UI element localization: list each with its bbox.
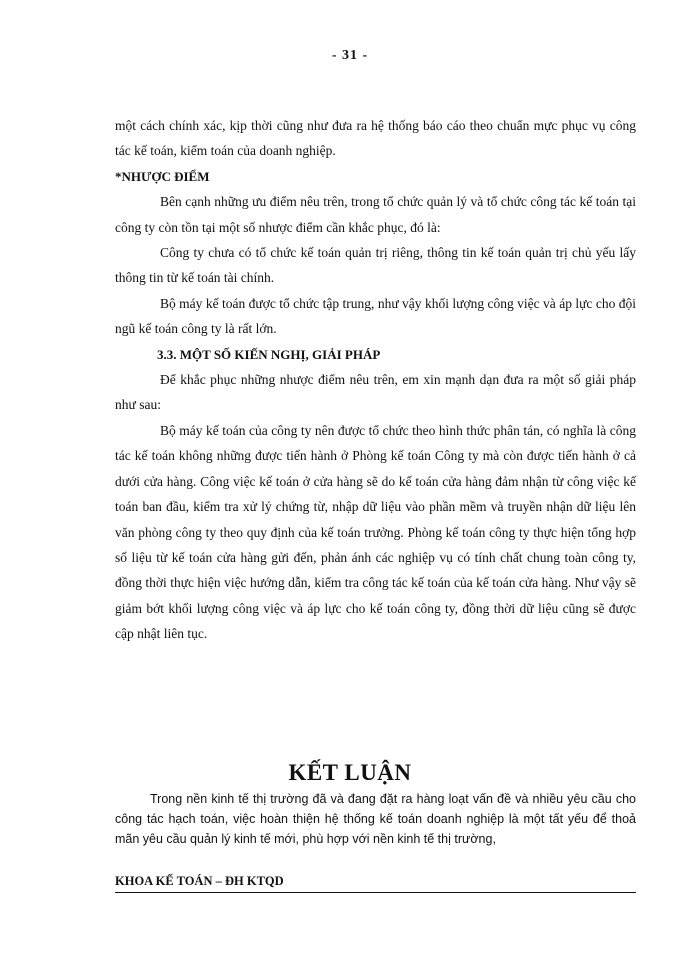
page-number: - 31 -: [331, 48, 369, 63]
section-heading-recommendations: 3.3. MỘT SỐ KIẾN NGHỊ, GIẢI PHÁP: [157, 346, 381, 362]
paragraph-recommendation-1: Bộ máy kế toán của công ty nên được tổ chức theo hình thức phân tán, có nghĩa là công tác kế toán không những được tiến hành ở Phòng kế toán Công ty mà còn được tiến hành ở cả dưới cửa hàng. Công việc kế toán ở cửa hàng sẽ do kế toán cửa hàng đảm nhận từ công việc kế toán ban đầu, kiểm tra xử lý chứng từ, nhập dữ liệu vào phần mềm và truyền nhận dữ liệu lên văn phòng công ty theo quy định của kế toán trưởng. Phòng kế toán công ty thực hiện tổng hợp số liệu từ kế toán cửa hàng gửi đến, phản ánh các nghiệp vụ có tính chất chung toàn công ty, đồng thời thực hiện việc hướng dẫn, kiểm tra công tác kế toán của kế toán cửa hàng. Như vậy sẽ giảm bớt khối lượng công việc và áp lực cho kế toán công ty, đồng thời dữ liệu cũng sẽ được cập nhật liên tục.: [115, 422, 636, 642]
page-footer: KHOA KẾ TOÁN – ĐH KTQD: [115, 874, 636, 893]
conclusion-text: [115, 789, 636, 849]
conclusion-title: KẾT LUẬN: [288, 760, 412, 785]
conclusion-paragraph: Trong nền kinh tế thị trường đã và đang đặt ra hàng loạt vấn đề và nhiều yêu cầu cho công tác hạch toán, việc hoàn thiện hệ thống kế toán doanh nghiệp là một tất yếu để thoả mãn yêu cầu quản lý kinh tế mới, phù hợp với nền kinh tế thị trường,: [115, 792, 636, 846]
section-heading-weaknesses: *NHƯỢC ĐIỂM: [115, 168, 210, 184]
paragraph-recommendations-intro: Để khắc phục những nhược điểm nêu trên, em xin mạnh dạn đưa ra một số giải pháp như sau:: [115, 372, 636, 413]
paragraph-weakness-2: Bộ máy kế toán được tổ chức tập trung, như vậy khối lượng công việc và áp lực cho đội ngũ kế toán công ty là rất lớn.: [115, 295, 636, 337]
paragraph-weakness-1: Công ty chưa có tổ chức kế toán quản trị riêng, thông tin kế toán quản trị chủ yếu lấy thông tin từ kế toán tài chính.: [115, 245, 636, 286]
body-text: [115, 113, 636, 647]
paragraph-continuation: một cách chính xác, kịp thời cũng như đưa ra hệ thống báo cáo theo chuẩn mực phục vụ công tác kế toán, kiểm toán của doanh nghiệp.: [115, 118, 636, 159]
paragraph-weaknesses-intro: Bên cạnh những ưu điểm nêu trên, trong tổ chức quản lý và tổ chức công tác kế toán tại công ty còn tồn tại một số nhược điểm cần khắc phục, đó là:: [115, 194, 636, 235]
